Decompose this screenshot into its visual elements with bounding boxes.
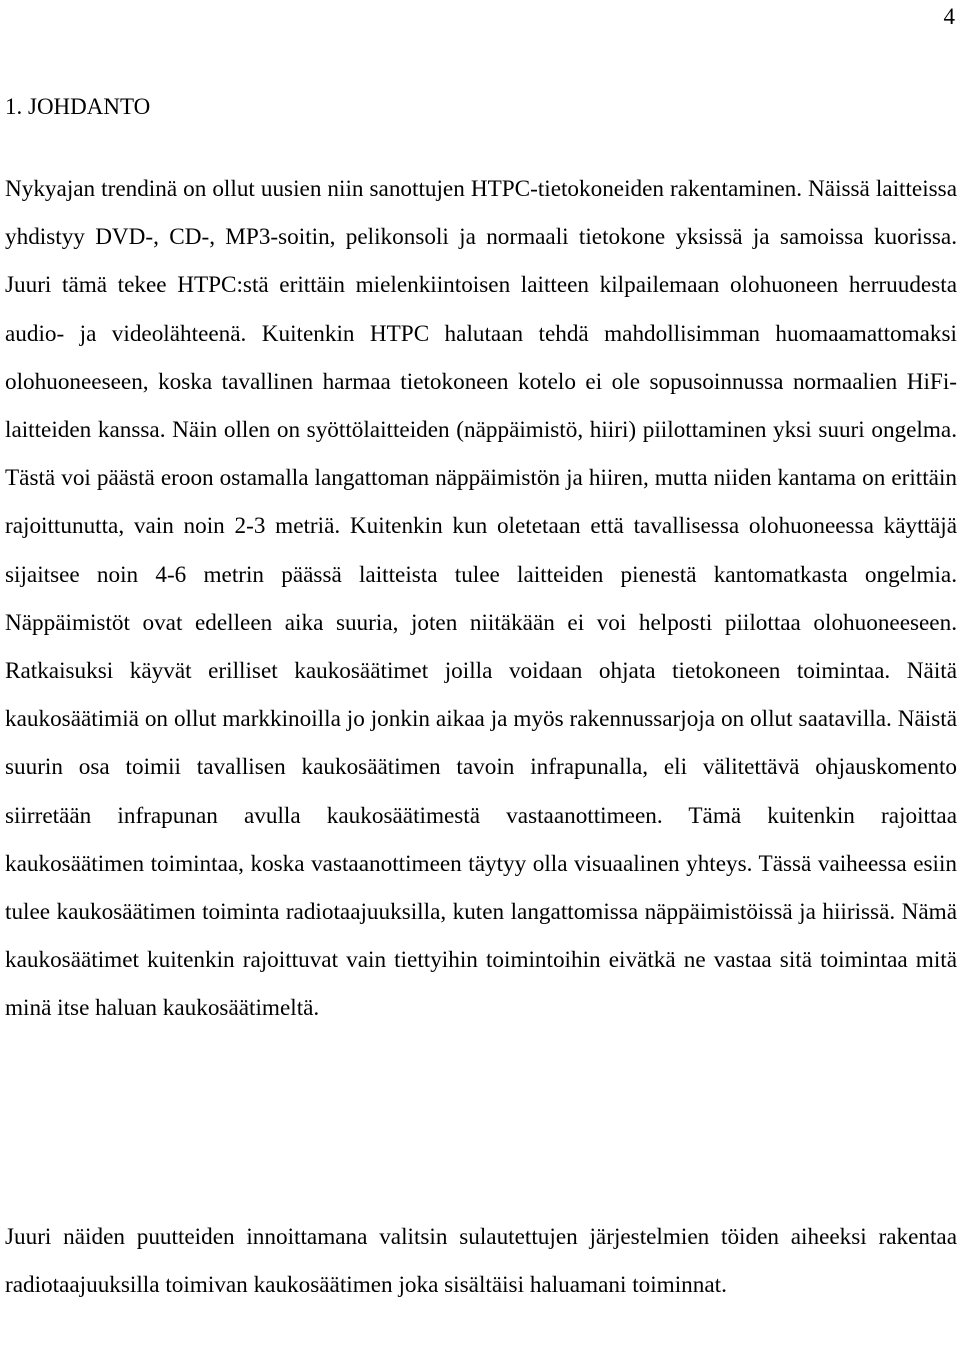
section-heading: 1. JOHDANTO [5, 94, 151, 119]
page-number: 4 [943, 4, 955, 29]
body-paragraph-2: Juuri näiden puutteiden innoittamana valitsin sulautettujen järjestelmien töiden aiheeksi rakentaa radiotaajuuksilla toimivan kaukosäätimen joka sisältäisi haluamani toiminnat. [5, 1224, 957, 1299]
body-paragraph-1: Nykyajan trendinä on ollut uusien niin sanottujen HTPC-tietokoneiden rakentaminen. Näissä laitteissa yhdistyy DVD-, CD-, MP3-soitin, pelikonsoli ja normaali tietokone yksissä ja samoissa kuorissa. Juuri tämä tekee HTPC:stä erittäin mielenkiintoisen laitteen kilpailemaan olohuoneen herruudesta audio- ja videolähteenä. Kuitenkin HTPC halutaan tehdä mahdollisimman huomaamattomaksi olohuoneeseen, koska tavallinen harmaa tietokoneen kotelo ei ole sopusoinnussa normaalien HiFi-laitteiden kanssa. Näin ollen on syöttölaitteiden (näppäimistö, hiiri) piilottaminen yksi suuri ongelma. Tästä voi päästä eroon ostamalla langattoman näppäimistön ja hiiren, mutta niiden kantama on erittäin rajoittunutta, vain noin 2-3 metriä. Kuitenkin kun oletetaan että tavallisessa olohuoneessa käyttäjä sijaitsee noin 4-6 metrin päässä laitteista tulee laitteiden pienestä kantomatkasta ongelmia. Näppäimistöt ovat edelleen aika suuria, joten niitäkään ei voi helposti piilottaa olohuoneeseen. Ratkaisuksi käyvät erilliset kaukosäätimet joilla voidaan ohjata tietokoneen toimintaa. Näitä kaukosäätimiä on ollut markkinoilla jo jonkin aikaa ja myös rakennussarjoja on ollut saatavilla. Näistä suurin osa toimii tavallisen kaukosäätimen tavoin infrapunalla, eli välitettävä ohjauskomento siirretään infrapunan avulla kaukosäätimestä vastaanottimeen. Tämä kuitenkin rajoittaa kaukosäätimen toimintaa, koska vastaanottimeen täytyy olla visuaalinen yhteys. Tässä vaiheessa esiin tulee kaukosäätimen toiminta radiotaajuuksilla, kuten langattomissa näppäimistöissä ja hiirissä. Nämä kaukosäätimet kuitenkin rajoittuvat vain tiettyihin toimintoihin eivätkä ne vastaa sitä toimintaa mitä minä itse haluan kaukosäätimeltä. [5, 176, 957, 1022]
